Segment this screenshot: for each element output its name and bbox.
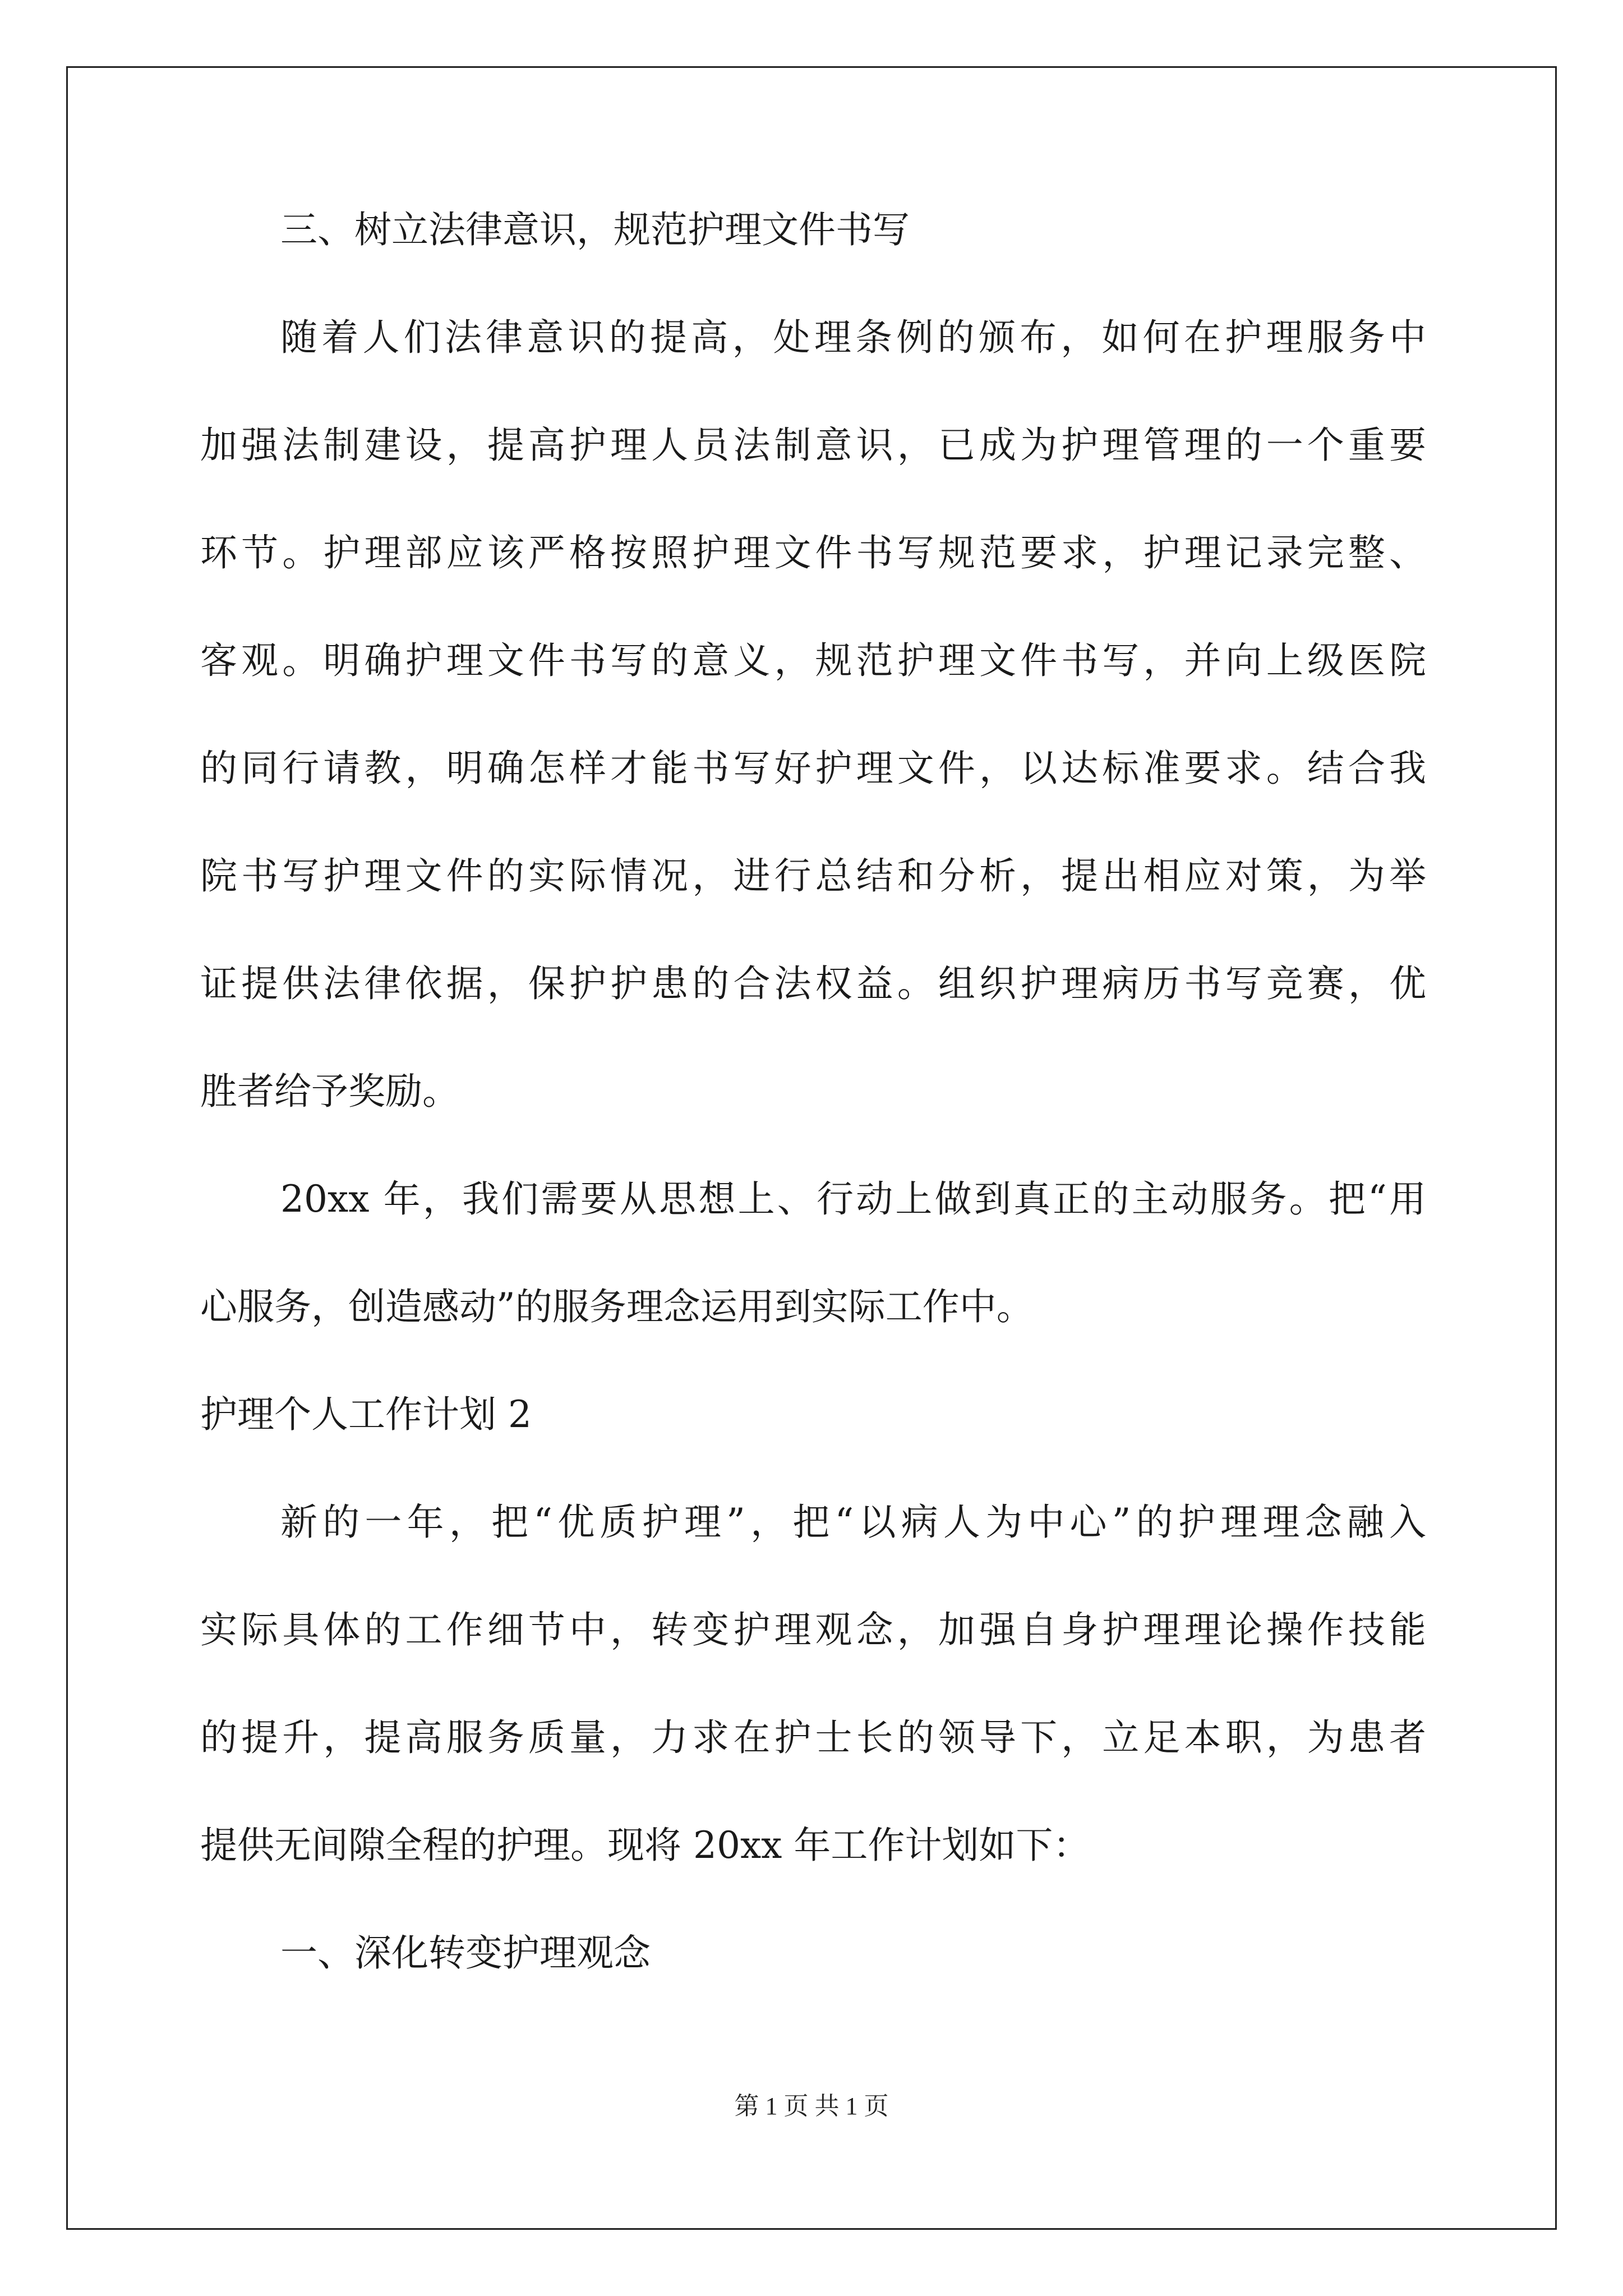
- paragraph-line: 院书写护理文件的实际情况，进行总结和分析，提出相应对策，为举: [200, 854, 1426, 898]
- paragraph-line: 20xx 年，我们需要从思想上、行动上做到真正的主动服务。把“用: [280, 1177, 1426, 1221]
- paragraph-line: 环节。护理部应该严格按照护理文件书写规范要求，护理记录完整、: [200, 531, 1426, 574]
- paragraph-line: 的同行请教，明确怎样才能书写好护理文件，以达标准要求。结合我: [200, 747, 1426, 790]
- paragraph-line: 新的一年，把“优质护理”，把“以病人为中心”的护理理念融入: [280, 1501, 1426, 1544]
- paragraph-line: 的提升，提高服务质量，力求在护士长的领导下，立足本职，为患者: [200, 1716, 1426, 1759]
- paragraph-line: 随着人们法律意识的提高，处理条例的颁布，如何在护理服务中: [280, 316, 1426, 359]
- section-heading: 一、深化转变护理观念: [280, 1931, 651, 1975]
- page-border: [66, 66, 1557, 2230]
- document-title: 护理个人工作计划 2: [200, 1393, 532, 1436]
- paragraph-line: 实际具体的工作细节中，转变护理观念，加强自身护理理论操作技能: [200, 1608, 1426, 1651]
- paragraph-line: 胜者给予奖励。: [200, 1070, 459, 1113]
- paragraph-line: 客观。明确护理文件书写的意义，规范护理文件书写，并向上级医院: [200, 639, 1426, 682]
- paragraph-line: 心服务，创造感动”的服务理念运用到实际工作中。: [200, 1285, 1034, 1328]
- paragraph-line: 提供无间隙全程的护理。现将 20xx 年工作计划如下：: [200, 1824, 1090, 1867]
- paragraph-line: 加强法制建设，提高护理人员法制意识，已成为护理管理的一个重要: [200, 424, 1426, 467]
- page-footer: 第 1 页 共 1 页: [734, 2092, 889, 2120]
- paragraph-line: 证提供法律依据，保护护患的合法权益。组织护理病历书写竞赛，优: [200, 962, 1426, 1005]
- section-heading: 三、树立法律意识，规范护理文件书写: [280, 208, 910, 251]
